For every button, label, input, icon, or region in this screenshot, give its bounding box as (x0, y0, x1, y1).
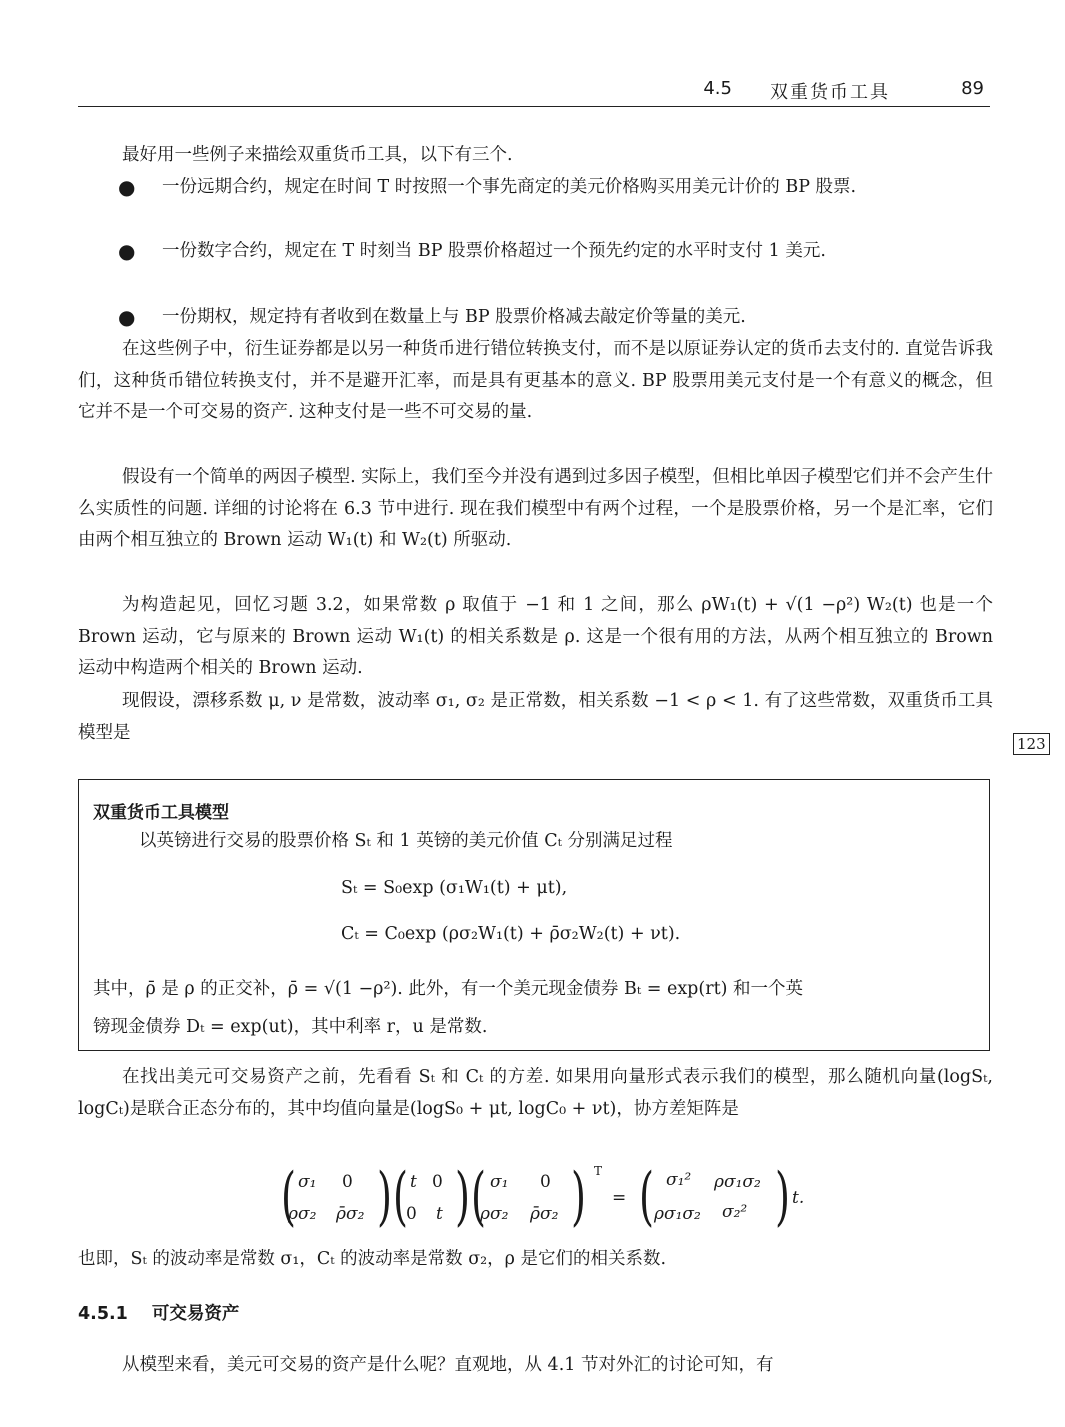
matrix-a-cell: σ₁ (298, 1172, 317, 1192)
covariance-matrix-equation (276, 1160, 836, 1238)
paragraph-construction: 为构造起见，回忆习题 3.2，如果常数 ρ 取值于 −1 和 1 之间，那么 ρW₁(t) + √(1 −ρ²) W₂(t) 也是一个 Brown 运动，它与原来的 Brown 运动 W₁(t) 的相关系数是 ρ. 这是一个很有用的方法，从两个相互独立的 Brown 运动中构造两个相关的 Brown 运动. (78, 595, 993, 678)
equation-exchange-rate: Cₜ = C₀exp (ρσ₂W₁(t) + ρ̄σ₂W₂(t) + νt). (341, 924, 681, 944)
section-heading (78, 1300, 239, 1325)
model-box-complement: 其中，ρ̄ 是 ρ 的正交补，ρ̄ = √(1 −ρ²). 此外，有一个美元现金债券 Bₜ = exp(rt) 和一个英 (93, 979, 804, 999)
running-header (78, 76, 990, 107)
matrix-a-cell: ρ̄σ₂ (336, 1204, 365, 1224)
right-paren-icon: ) (454, 1160, 470, 1234)
matrix-result-cell: σ₁² (666, 1170, 692, 1190)
paragraph-variance: 在找出美元可交易资产之前，先看看 Sₜ 和 Cₜ 的方差. 如果用向量形式表示我们的模型，那么随机向量(logSₜ, logCₜ)是联合正态分布的，其中均值向量是(logS₀ + μt, logC₀ + νt)，协方差矩阵是 (78, 1067, 993, 1119)
intro-paragraph: 最好用一些例子来描绘双重货币工具，以下有三个. (122, 145, 513, 165)
matrix-a-cell: ρσ₂ (288, 1204, 317, 1224)
model-box-title: 双重货币工具模型 (93, 803, 229, 823)
bullet-icon: ● (118, 175, 136, 199)
transpose-mark: T (594, 1164, 603, 1178)
bullet-item-forward (118, 172, 993, 204)
bullet-icon: ● (118, 305, 136, 329)
matrix-b-cell: t (436, 1204, 443, 1224)
matrix-c-cell: 0 (540, 1172, 551, 1192)
matrix-c-cell: ρσ₂ (480, 1204, 509, 1224)
paragraph-assumptions: 现假设，漂移系数 μ, ν 是常数，波动率 σ₁, σ₂ 是正常数，相关系数 −1 < ρ < 1. 有了这些常数，双重货币工具模型是 (78, 691, 993, 743)
matrix-result-cell: ρσ₁σ₂ (654, 1204, 701, 1224)
paragraph-derivatives: 在这些例子中，衍生证券都是以另一种货币进行错位转换支付，而不是以原证券认定的货币去支付的. 直觉告诉我们，这种货币错位转换支付，并不是避开汇率，而是具有更基本的意义. BP 股票用美元支付是一个有意义的概念，但它并不是一个可交易的资产. 这种支付是一些不可交易的量. (78, 339, 993, 422)
right-paren-icon: ) (570, 1160, 586, 1234)
paragraph-volatility: 也即，Sₜ 的波动率是常数 σ₁，Cₜ 的波动率是常数 σ₂，ρ 是它们的相关系数. (78, 1249, 667, 1269)
matrix-c-cell: σ₁ (490, 1172, 509, 1192)
bullet-item-digital (118, 236, 993, 268)
section-title: 可交易资产 (151, 1304, 240, 1324)
matrix-tail: t. (792, 1188, 805, 1208)
margin-page-reference: 123 (1013, 733, 1050, 755)
paragraph-tradables: 从模型来看，美元可交易的资产是什么呢？直观地，从 4.1 节对外汇的讨论可知，有 (122, 1355, 774, 1375)
paragraph-two-factor: 假设有一个简单的两因子模型. 实际上，我们至今并没有遇到过多因子模型，但相比单因子模型它们并不会产生什么实质性的问题. 详细的讨论将在 6.3 节中进行. 现在我们模型中有两个过程，一个是股票价格，另一个是汇率，它们由两个相互独立的 Brown 运动 W₁(t) 和 W₂(t) 所驱动. (78, 467, 993, 550)
header-chapter-title: 双重货币工具 (770, 82, 890, 103)
section-number: 4.5.1 (78, 1304, 128, 1324)
left-paren-icon: ( (470, 1160, 486, 1234)
model-box (78, 779, 990, 1051)
right-paren-icon: ) (376, 1160, 392, 1234)
matrix-c-cell: ρ̄σ₂ (530, 1204, 559, 1224)
matrix-result-cell: ρσ₁σ₂ (714, 1172, 761, 1192)
right-paren-icon: ) (774, 1160, 790, 1234)
bullet-text: 一份远期合约，规定在时间 T 时按照一个事先商定的美元价格购买用美元计价的 BP 股票. (162, 177, 857, 197)
matrix-b-cell: 0 (432, 1172, 443, 1192)
header-section-number: 4.5 (703, 78, 732, 99)
equation-stock: Sₜ = S₀exp (σ₁W₁(t) + μt), (341, 878, 568, 898)
matrix-result-cell: σ₂² (722, 1202, 748, 1222)
model-box-intro: 以英镑进行交易的股票价格 Sₜ 和 1 英镑的美元价值 Cₜ 分别满足过程 (139, 831, 673, 851)
left-paren-icon: ( (638, 1160, 654, 1234)
model-box-bonds: 镑现金债券 Dₜ = exp(ut)，其中利率 r，u 是常数. (93, 1017, 488, 1037)
bullet-icon: ● (118, 239, 136, 263)
bullet-item-option (118, 302, 993, 334)
matrix-b-cell: t (410, 1172, 417, 1192)
bullet-text: 一份期权，规定持有者收到在数量上与 BP 股票价格减去敲定价等量的美元. (162, 307, 746, 327)
matrix-b-cell: 0 (406, 1204, 417, 1224)
matrix-a-cell: 0 (342, 1172, 353, 1192)
left-paren-icon: ( (280, 1160, 296, 1234)
bullet-text: 一份数字合约，规定在 T 时刻当 BP 股票价格超过一个预先约定的水平时支付 1 美元. (162, 241, 826, 261)
equals-sign: = (612, 1188, 627, 1208)
page-number: 89 (961, 78, 984, 99)
left-paren-icon: ( (392, 1160, 408, 1234)
